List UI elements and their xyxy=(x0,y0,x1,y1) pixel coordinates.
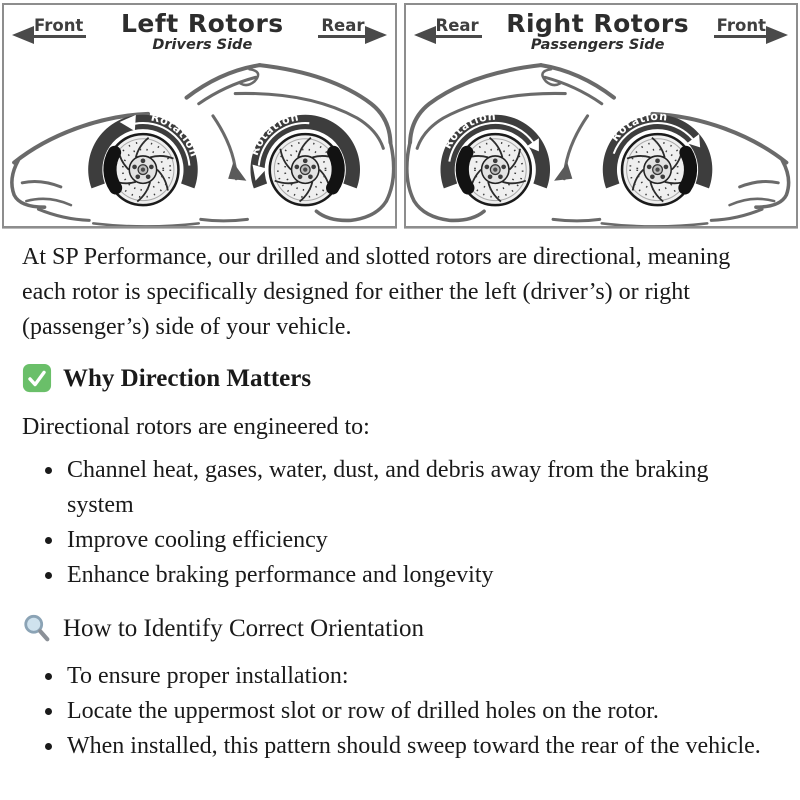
rear-direction-indicator xyxy=(318,17,386,38)
front-direction-indicator xyxy=(714,17,788,38)
why-direction-heading xyxy=(22,361,772,396)
arrow-right-icon xyxy=(766,26,788,44)
panel-title: Right Rotors xyxy=(506,9,690,38)
direction-label: Rear xyxy=(433,17,482,38)
list-item: • Enhance braking performance and longevity xyxy=(65,558,772,593)
direction-label: Rear xyxy=(318,17,367,38)
rotation-label: Rotation xyxy=(440,110,497,152)
panel-subtitle: Passengers Side xyxy=(530,37,665,54)
why-direction-list xyxy=(22,453,772,593)
right-panel-titles xyxy=(482,11,714,53)
direction-label: Front xyxy=(31,17,86,38)
right-car-illustration xyxy=(406,53,797,225)
direction-label: Front xyxy=(714,17,769,38)
list-item: • When installed, this pattern should sweep toward the rear of the vehicle. xyxy=(65,729,772,764)
panel-subtitle: Drivers Side xyxy=(152,37,253,54)
heading-text: Why Direction Matters xyxy=(63,364,312,392)
rotation-label: Rotation xyxy=(607,110,668,145)
orientation-list xyxy=(22,659,772,764)
left-car-illustration xyxy=(4,53,395,225)
heading-text: How to Identify Correct Orientation xyxy=(63,614,425,642)
rotation-label: Rotation xyxy=(149,111,201,160)
orientation-heading xyxy=(22,611,772,646)
check-mark-icon xyxy=(22,363,52,393)
rear-direction-indicator xyxy=(414,17,482,38)
left-rotors-panel xyxy=(2,3,397,228)
left-panel-header xyxy=(4,5,395,53)
right-rotors-panel xyxy=(404,3,799,228)
list-item: • Locate the uppermost slot or row of drilled holes on the rotor. xyxy=(65,694,772,729)
front-direction-indicator xyxy=(12,17,86,38)
rotor-direction-diagram xyxy=(0,0,800,228)
engineered-to-lead: Directional rotors are engineered to: xyxy=(22,413,370,440)
rotation-label: Rotation xyxy=(247,110,301,158)
article-content xyxy=(0,240,800,788)
panel-title: Left Rotors xyxy=(120,9,284,38)
right-panel-header xyxy=(406,5,797,53)
magnifying-glass-icon xyxy=(22,613,52,643)
left-panel-titles xyxy=(86,11,318,53)
arrow-right-icon xyxy=(365,26,387,44)
list-item: • Improve cooling efficiency xyxy=(65,523,772,558)
intro-paragraph: At SP Performance, our drilled and slotted rotors are directional, meaning each rotor is specifically designed for either the left (driver’s) or right (passenger’s) side of your vehicle. xyxy=(22,243,731,340)
list-item: • Channel heat, gases, water, dust, and debris away from the braking system xyxy=(65,453,772,523)
list-item: • To ensure proper installation: xyxy=(65,659,772,694)
